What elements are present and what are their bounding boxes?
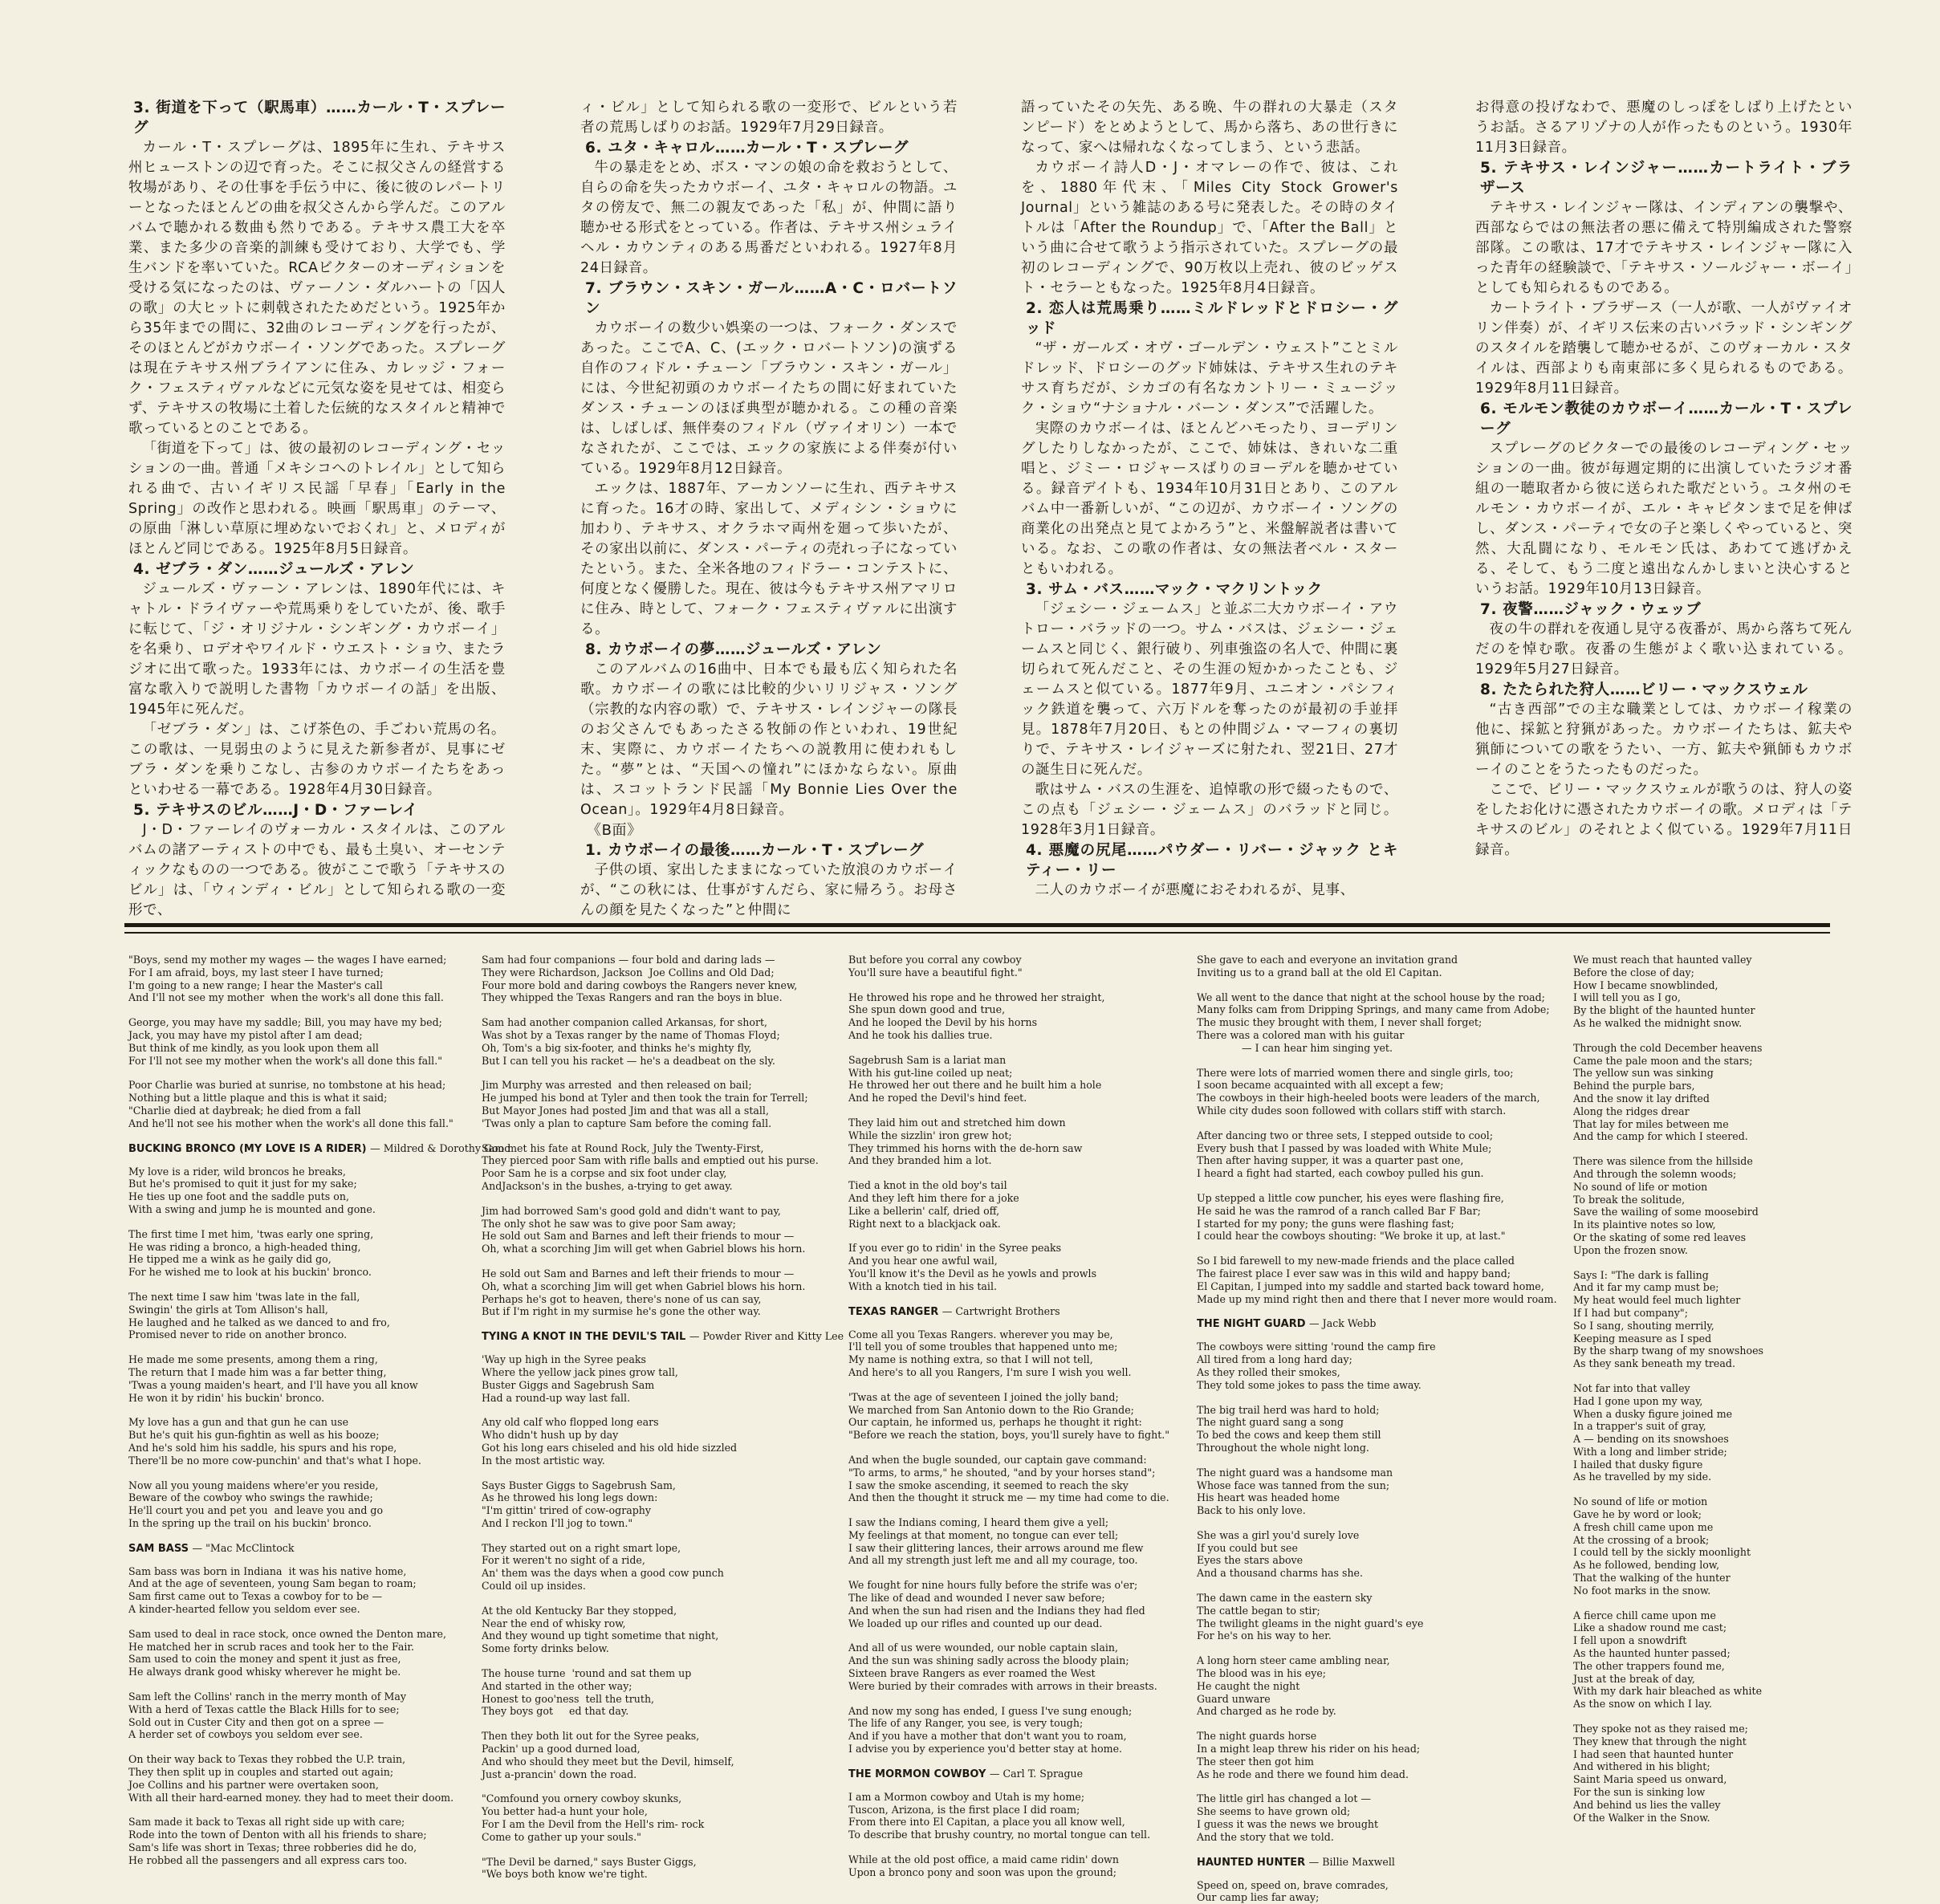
lyric-stanza: My love has a gun and that gun he can use But he's quit his gun-fightin as well as his booze; And he's sold him his saddle, his spurs and his rope, There'll be no more cow-punchin' and that's what I hope.: [128, 1416, 421, 1467]
notes-paragraph: 実際のカウボーイは、ほとんどハモったり、ヨーデリングしたりしなかったが、ここで、姉妹は、きれいな二重唱と、ジミー・ロジャースばりのヨーデルを聴かせている。録音デイトも、1934年10月31日とあり、このアルバム中一番新しいが、“この辺が、カウボーイ・ソングの商業化の出発点と見てよかろう”と、米盤解説者は書いている。なお、この歌の作者は、女の無法者ベル・スターともいわれる。: [1021, 421, 1398, 577]
lyric-stanza: Sam made it back to Texas all right side up with care; Rode into the town of Denton with all his friends to share; Sam's life was short in Texas; three robberies did he do, He robbed all the passengers and all express cars too.: [128, 1816, 427, 1866]
lyric-stanza: "Comfound you ornery cowboy skunks, You better had-a hunt your hole, For I am the Devil from the Hell's rim- rock Come to gather up your souls.": [482, 1792, 705, 1843]
notes-paragraph: カール・T・スプレーグは、1895年に生れ、テキサス州ヒューストンの辺で育った。そこに叔父さんの経営する牧場があり、その仕事を手伝う中に、後に彼のレパートリーとなったほとんどの曲を叔父さんから学んだ。このアルバムで聴かれる数曲も然りである。テキサス農工大を卒業、また多少の音楽的訓練も受けており、大学でも、学生バンドを率いていた。RCAビクターのオーディションを受ける気になったのは、ヴァーノン・ダルハートの「囚人の歌」の大ヒットに刺戟されたためだという。1925年から35年までの間に、32曲のレコーディングを行ったが、そのほとんどがカウボーイ・ソングであった。スプレーグは現在テキサス州ブライアンに住み、カレッジ・フォーク・フェスティヴァルなどに元気な姿を見せては、相変らず、テキサスの牧場に土着した伝統的なスタイルと精神で歌っているとのことである。: [128, 140, 506, 437]
lyric-stanza: The big trail herd was hard to hold; The night guard sang a song To bed the cows and keep them still Throughout the whole night long.: [1197, 1403, 1381, 1454]
track-heading: 4. 悪魔の尻尾……パウダー・リバー・ジャック とキティー・リー: [1026, 842, 1398, 879]
notes-paragraph: カウボーイ詩人D・J・オマレーの作で、彼は、これを、1880年代末、「Miles City Stock Grower's Journal」という雑誌のある号に発表した。その時のタイトルは「After the Roundup」で、「After the Ball」という曲に合せて歌うよう指示されていた。スプレーグの最初のレコーディングで、90万枚以上売れ、彼のビッゲスト・セラーともなった。1925年8月4日録音。: [1021, 160, 1398, 296]
track-heading: 5. テキサス・レインジャー……カートライト・ブラザース: [1480, 160, 1853, 197]
track-heading: 3. 街道を下って（駅馬車）……カール・T・スプレーグ: [133, 100, 506, 136]
notes-paragraph: “ザ・ガールズ・オヴ・ゴールデン・ウェスト”ことミルドレッド、ドロシーのグッド姉妹は、テキサス生れのテキサス育ちだが、シカゴの有名なカントリー・ミュージック・ショウ“ナショナル・バーン・ダンス”で活躍した。: [1021, 340, 1398, 417]
notes-paragraph: カウボーイの数少い娯楽の一つは、フォーク・ダンスであった。ここでA、C、(エック・ロバートソン)の演ずる自作のフィドル・チューン「ブラウン・スキン・ガール」には、今世紀初頭のカウボーイたちの間に好まれていたダンス・チューンのほぼ典型が聴かれる。この種の音楽は、しばしば、無伴奏のフィドル（ヴァイオリン）一本でなされたが、ここでは、エックの家族による伴奏が付いている。1929年8月12日録音。: [580, 320, 958, 477]
lyric-stanza: They started out on a right smart lope, For it weren't no sight of a ride, An' them was the days when a good cow punch Could oil up insides.: [482, 1541, 724, 1593]
track-heading: 6. ユタ・キャロル……カール・T・スプレーグ: [585, 140, 909, 157]
lyric-stanza: We all went to the dance that night at the school house by the road; Many folks cam from Dripping Springs, and many came from Adobe; The music they brought with them, I never shall forget; There was a colored man with his guitar — I can hear him singing yet.: [1197, 991, 1550, 1054]
lyric-stanza: The house turne 'round and sat them up And started in the other way; Honest to goo'ness tell the truth, They boys got ed that day.: [482, 1667, 692, 1718]
lyric-stanza: Jim Murphy was arrested and then released on bail; He jumped his bond at Tyler and then took the train for Terrell; But Mayor Jones had posted Jim and that was all a stall, 'Twas only a plan to capture Sam before the coming fall.: [482, 1079, 808, 1129]
lyric-stanza: 'Way up high in the Syree peaks Where the yellow jack pines grow tall, Buster Giggs and Sagebrush Sam Had a round-up way last fall.: [482, 1353, 678, 1404]
song-title: THE MORMON COWBOY: [848, 1768, 986, 1780]
lyric-stanza: Now all you young maidens where'er you reside, Beware of the cowboy who swings the rawhide; He'll court you and pet you and leave you and go In the spring up the trail on his buckin' bronco.: [128, 1479, 384, 1529]
lyric-stanza: The cowboys were sitting 'round the camp fire All tired from a long hard day; As they rolled their smokes, They told some jokes to pass the time away.: [1197, 1341, 1436, 1391]
lyric-stanza: And all of us were wounded, our noble captain slain, And the sun was shining sadly across the bloody plain; Sixteen brave Rangers as ever roamed the West Were buried by their comrades with arrows in their breasts.: [848, 1642, 1157, 1692]
lyric-stanza: Sam met his fate at Round Rock, July the Twenty-First, They pierced poor Sam with rifle balls and emptied out his purse. Poor Sam he is a corpse and six foot under clay, AndJackson's in the bushes, a-trying to get away.: [482, 1141, 819, 1192]
lyric-stanza: She was a girl you'd surely love If you could but see Eyes the stars above And a thousand charms has she.: [1197, 1528, 1364, 1580]
notes-paragraph: テキサス・レインジャー隊は、インディアンの襲撃や、西部ならではの無法者の悪に備えて特別編成された警察部隊。この歌は、17才でテキサス・レインジャー隊に入った青年の経験談で、「テキサス・ソールジャー・ボーイ」としても知られるものである。: [1475, 200, 1853, 296]
lyric-stanza: Sam left the Collins' ranch in the merry month of May With a herd of Texas cattle the Black Hills for to see; Sold out in Custer City and then got on a spree — A herder set of cowboys you seldom ever see.: [128, 1690, 406, 1741]
lyric-stanza: At the old Kentucky Bar they stopped, Near the end of whisky row, And they wound up tight sometime that night, Some forty drinks below.: [482, 1604, 719, 1655]
notes-paragraph: 「ゼブラ・ダン」は、こげ茶色の、手ごわい荒馬の名。この歌は、一見弱虫のように見えた新参者が、見事にゼブラ・ダンを乗りこなし、古参のカウボーイたちをあっといわせる一幕である。1928年4月30日録音。: [128, 722, 506, 798]
side-heading: 《B面》: [587, 822, 642, 839]
lyric-stanza: Through the cold December heavens Came the pale moon and the stars; The yellow sun was sinking Behind the purple bars, And the snow it lay drifted Along the ridges drear That lay for miles between me And the camp for which I steered.: [1573, 1041, 1763, 1143]
song-credit: — Mildred & Dorothy Good: [370, 1141, 511, 1154]
lyric-stanza: But before you corral any cowboy You'll sure have a beautiful fight.": [848, 954, 1023, 978]
lyric-stanza: Says I: "The dark is falling And it far my camp must be; My heat would feel much lighter If I had but company"; So I sang, shouting merrily, Keeping measure as I sped By the sharp twang of my snowshoes As they sank beneath my tread.: [1573, 1268, 1764, 1370]
song-title: THE NIGHT GUARD: [1197, 1318, 1306, 1331]
track-heading: 4. ゼブラ・ダン……ジュールズ・アレン: [133, 561, 415, 578]
notes-paragraph: カートライト・ブラザース（一人が歌、一人がヴァイオリン伴奏）が、イギリス伝来の古いバラッド・シンギングのスタイルを踏襲して聴かせるが、このヴォーカル・スタイルは、西部よりも南東部に多く見られるものである。1929年8月11日録音。: [1475, 300, 1853, 397]
lyric-stanza: On their way back to Texas they robbed the U.P. train, They then split up in couples and started out again; Joe Collins and his partner were overtaken soon, With all their hard-earned money. they had to meet their doom.: [128, 1753, 454, 1804]
lyric-stanza: Any old calf who flopped long ears Who didn't hush up by day Got his long ears chiseled and his old hide sizzled In the most artistic way.: [482, 1416, 738, 1467]
notes-paragraph: ィ・ビル」として知られる歌の一変形で、ビルという若者の荒馬しばりのお話。1929年7月29日録音。: [580, 100, 958, 136]
lyrics-column-1: [128, 954, 511, 1869]
song-title: SAM BASS: [128, 1542, 189, 1555]
song-credit: — Billie Maxwell: [1308, 1855, 1395, 1868]
lyric-stanza: If you ever go to ridin' in the Syree peaks And you hear one awful wail, You'll know it's the Devil as he yowls and prowls With a knotch tied in his tail.: [848, 1242, 1097, 1292]
lyric-stanza: The first time I met him, 'twas early one spring, He was riding a bronco, a high-headed thing, He tipped me a wink as he gaily did go, For he wished me to look at his buckin' bronco.: [128, 1227, 374, 1279]
notes-column-3: [1021, 98, 1398, 909]
notes-paragraph: “古き西部”での主な職業としては、カウボーイ稼業の他に、採鉱と狩猟があった。カウボーイたちは、鉱夫や猟師についての歌をうたい、一方、鉱夫や猟師もカウボーイのことをうたったものだった。: [1475, 702, 1853, 778]
lyrics-column-5: [1573, 954, 1830, 1869]
track-heading: 1. カウボーイの最後……カール・T・スプレーグ: [585, 842, 925, 859]
song-title-line: [848, 1305, 1202, 1318]
lyric-stanza: "Boys, send my mother my wages — the wages I have earned; For I am afraid, boys, my last steer I have turned; I'm going to a new range; I hear the Master's call And I'll not see my mother when the work's all done this fall.: [128, 954, 447, 1004]
lyric-stanza: We fought for nine hours fully before the strife was o'er; The like of dead and wounded I never saw before; And when the sun had risen and the Indians they had fled We loaded up our rifles and counted up our dead.: [848, 1579, 1145, 1629]
lyric-stanza: My love is a rider, wild broncos he breaks, But he's promised to quit it just for my sake; He ties up one foot and the saddle puts on, With a swing and jump he is mounted and gone.: [128, 1165, 376, 1215]
song-title-line: [128, 1542, 490, 1555]
song-title: BUCKING BRONCO (MY LOVE IS A RIDER): [128, 1142, 367, 1155]
lyric-stanza: He throwed his rope and he throwed her straight, She spun down good and true, And he looped the Devil by his horns And he took his dallies true.: [848, 991, 1105, 1041]
notes-paragraph: このアルバムの16曲中、日本でも最も広く知られた名歌。カウボーイの歌には比較的少いリリジャス・ソング（宗教的な内容の歌）で、テキサス・レインジャーの隊長のお父さんでもあったさる牧師の作といわれ、19世紀末、実際に、カウボーイたちへの説教用に使われもした。“夢”とは、“天国への憧れ”にほかならない。原曲は、スコットランド民謡「My Bonnie Lies Over the Ocean」。1929年4月8日録音。: [580, 661, 958, 818]
lyric-stanza: Sam used to deal in race stock, once owned the Denton mare, He matched her in scrub races and took her to the Fair. Sam used to coin the money and spent it just as free, He always drank good whisky wherever he might be.: [128, 1627, 447, 1678]
lyric-stanza: Sam had another companion called Arkansas, for short, Was shot by a Texas ranger by the name of Thomas Floyd; Oh, Tom's a big six-footer, and thinks he's mighty fly, But I can tell you his racket — he's a deadbeat on the sly.: [482, 1016, 780, 1067]
lyric-stanza: No sound of life or motion Gave he by word or look; A fresh chill came upon me At the crossing of a brook; I could tell by the sickly moonlight As he followed, bending low, That the walking of the hunter No foot marks in the snow.: [1573, 1495, 1751, 1597]
lyric-stanza: Says Buster Giggs to Sagebrush Sam, As he throwed his long legs down: "I'm gittin' trired of cow-ography And I reckon I'll jog to town.": [482, 1479, 676, 1529]
notes-paragraph: J・D・ファーレイのヴォーカル・スタイルは、このアルバムの諸アーティストの中でも、最も土臭い、オーセンティックなものの一つである。彼がここで歌う「テキサスのビル」は、「ウィンディ・ビル」として知られる歌の一変形で、: [128, 822, 506, 918]
lyric-stanza: Poor Charlie was buried at sunrise, no tombstone at his head; Nothing but a little plaque and this is what it said; "Charlie died at daybreak; he died from a fall And he'll not see his mother when the work's all done this fall.": [128, 1079, 453, 1129]
lyric-stanza: Come all you Texas Rangers. wherever you may be, I'll tell you of some troubles that happened unto me; My name is nothing extra, so that I will not tell, And here's to all you Rangers, I'm sure I wish you well.: [848, 1328, 1132, 1378]
song-title: HAUNTED HUNTER: [1197, 1856, 1306, 1869]
lyrics-column-2: [482, 954, 844, 1881]
lyric-stanza: Sam bass was born in Indiana it was his native home, And at the age of seventeen, young Sam began to roam; Sam first came out to Texas a cowboy for to be — A kinder-hearted fellow you seldom ever see.: [128, 1564, 417, 1616]
track-heading: 2. 恋人は荒馬乗り……ミルドレッドとドロシー・グッド: [1026, 300, 1398, 337]
lyrics-column-3: [848, 954, 1202, 1878]
notes-paragraph: 夜の牛の群れを夜通し見守る夜番が、馬から落ちて死んだのを悼む歌。夜番の生態がよく歌い込まれている。1929年5月27日録音。: [1475, 621, 1853, 677]
track-heading: 8. カウボーイの夢……ジュールズ・アレン: [585, 641, 882, 658]
lyric-stanza: Tied a knot in the old boy's tail And they left him there for a joke Like a bellerin' calf, dried off, Right next to a blackjack oak.: [848, 1179, 1019, 1230]
notes-column-2: [580, 98, 958, 918]
lyric-stanza: There was silence from the hillside And through the solemn woods; No sound of life or motion To break the solitude, Save the wailing of some moosebird In its plaintive notes so low, Or the skating of some red leaves Upon the frozen snow.: [1573, 1155, 1759, 1256]
notes-paragraph: お得意の投げなわで、悪魔のしっぽをしばり上げたというお話。さるアリゾナの人が作ったものという。1930年11月3日録音。: [1475, 100, 1853, 156]
notes-paragraph: ジュールズ・ヴァーン・アレンは、1890年代には、キャトル・ドライヴァーや荒馬乗りをしていたが、後、歌手に転じて、「ジ・オリジナル・シンギング・カウボーイ」を名乗り、ロデオやワイルド・ウエスト・ショウ、またラジオに出て歌った。1933年には、カウボーイの生活を豊富な歌入りで説明した書物「カウボーイの話」を出版、1945年に死んだ。: [128, 581, 506, 718]
notes-paragraph: ここで、ビリー・マックスウェルが歌うのは、狩人の姿をしたお化けに憑されたカウボーイの歌。メロディは「テキサスのビル」のそれとよく似ている。1929年7月11日録音。: [1475, 782, 1853, 858]
track-heading: 6. モルモン教徒のカウボーイ……カール・T・スプレーグ: [1480, 401, 1853, 437]
notes-paragraph: 牛の暴走をとめ、ボス・マンの娘の命を救おうとして、自らの命を失ったカウボーイ、ユタ・キャロルの物語。ユタの傍友で、無二の親友であった「私」が、仲間に語り聴かせる形式をとっている。作者は、テキサス州シュライヘル・カウンティのある馬番だといわれる。1927年8月24日録音。: [580, 160, 958, 276]
lyric-stanza: The next time I saw him 'twas late in the fall, Swingin' the girls at Tom Allison's hall, He laughed and he talked as we danced to and fro, Promised never to ride on another bronco.: [128, 1290, 390, 1341]
lyrics-column-4: [1197, 954, 1574, 1904]
track-heading: 7. ブラウン・スキン・ガール……A・C・ロバートソン: [585, 280, 958, 317]
lyric-stanza: Up stepped a little cow puncher, his eyes were flashing fire, He said he was the ramrod of a ranch called Bar F Bar; I started for my pony; the guns were flashing fast; I could hear the cowboys shouting: "We broke it up, at last.": [1197, 1191, 1506, 1243]
section-divider-thick: [124, 923, 1830, 927]
lyric-stanza: Jim had borrowed Sam's good gold and didn't want to pay, The only shot he saw was to give poor Sam away; He sold out Sam and Barnes and left their friends to mour — Oh, what a scorching Jim will get when Gabriel blows his horn.: [482, 1204, 806, 1255]
track-heading: 5. テキサスのビル……J・D・ファーレイ: [133, 802, 418, 819]
notes-paragraph: 語っていたその矢先、ある晩、牛の群れの大暴走（スタンピード）をとめようとして、馬から落ち、あの世行きになって、家へは帰れなくなってしまう、という悲話。: [1021, 100, 1398, 156]
lyric-stanza: The dawn came in the eastern sky The cattle began to stir; The twilight gleams in the night guard's eye For he's on his way to her.: [1197, 1592, 1424, 1642]
track-heading: 7. 夜警……ジャック・ウェッブ: [1480, 601, 1702, 618]
section-divider-thin: [124, 932, 1830, 934]
lyric-stanza: We must reach that haunted valley Before the close of day; How I became snowblinded, I will tell you as I go, By the blight of the haunted hunter As he walked the midnight snow.: [1573, 954, 1755, 1029]
song-credit: — Jack Webb: [1309, 1317, 1377, 1330]
lyric-stanza: George, you may have my saddle; Bill, you may have my bed; Jack, you may have my pistol after I am dead; But think of me kindly, as you look upon them all For I'll not see my mother when the work's all done this fall.": [128, 1016, 443, 1067]
lyric-stanza: The little girl has changed a lot — She seems to have grown old; I guess it was the news we brought And the story that we told.: [1197, 1792, 1379, 1843]
lyric-stanza: The night guards horse In a might leap threw his rider on his head; The steer then got him As he rode and there we found him dead.: [1197, 1730, 1421, 1780]
notes-column-1: [128, 98, 506, 918]
lyric-stanza: There were lots of married women there and single girls, too; I soon became acquainted with all except a few; The cowboys in their high-heeled boots were leaders of the march, While city dudes soon followed with collars stiff with starch.: [1197, 1066, 1540, 1117]
lyric-stanza: Speed on, speed on, brave comrades, Our camp lies far away;: [1197, 1878, 1389, 1904]
notes-paragraph: 歌はサム・バスの生涯を、追悼歌の形で綴ったもので、この点も「ジェシー・ジェームス」のバラッドと同じ。1928年3月1日録音。: [1021, 782, 1398, 838]
song-title: TEXAS RANGER: [848, 1305, 939, 1318]
track-heading: 3. サム・バス……マック・マクリントック: [1026, 581, 1323, 598]
lyric-stanza: The night guard was a handsome man Whose face was tanned from the sun; His heart was headed home Back to his only love.: [1197, 1466, 1393, 1517]
lyric-stanza: Then they both lit out for the Syree peaks, Packin' up a good durned load, And who should they meet but the Devil, himself, Just a-prancin' down the road.: [482, 1730, 734, 1780]
lyric-stanza: After dancing two or three sets, I stepped outside to cool; Every bush that I passed by was loaded with White Mule; Then after having supper, it was a quarter past one, I heard a fight had started, each cowboy pulled his gun.: [1197, 1129, 1494, 1180]
notes-paragraph: 子供の頃、家出したままになっていた放浪のカウボーイが、“この秋には、仕事がすんだら、家に帰ろう。お母さんの顔を見たくなった”と仲間に: [580, 862, 958, 918]
notes-paragraph: 「街道を下って」は、彼の最初のレコーディング・セッションの一曲。普通「メキシコへのトレイル」として知られる曲で、古いイギリス民謡「早春」「Early in the Spring」の改作と思われる。映画「駅馬車」のテーマ、の原曲「淋しい草原に埋めないでおくれ」と、メロディがほとんど同じである。1925年8月5日録音。: [128, 441, 506, 557]
lyric-stanza: And when the bugle sounded, our captain gave command: "To arms, to arms," he shouted, "and by your horses stand"; I saw the smoke ascending, it seemed to reach the sky And then the thought it struck me — my time had come to die.: [848, 1453, 1169, 1504]
lyric-stanza: A fierce chill came upon me Like a shadow round me cast; I fell upon a snowdrift As the haunted hunter passed; The other trappers found me, Just at the break of day, With my dark hair bleached as white As the snow on which I lay.: [1573, 1609, 1763, 1711]
song-title-line: [482, 1330, 843, 1343]
song-credit: — Cartwright Brothers: [942, 1304, 1060, 1317]
song-title-line: [1197, 1856, 1574, 1869]
song-title: TYING A KNOT IN THE DEVIL'S TAIL: [482, 1331, 686, 1344]
notes-paragraph: 「ジェシー・ジェームス」と並ぶ二大カウボーイ・アウトロー・バラッドの一つ。サム・バスは、ジェシー・ジェームスと同じく、銀行破り、列車強盗の名人で、仲間に裏切られて死んだこと、その生涯の短かかったことも、ジェームスと似ている。1877年9月、ユニオン・パシフィック鉄道を襲って、六万ドルを奪ったのが最初の手並拝見。1878年7月20日、もとの仲間ジム・マーフィの裏切りで、テキサス・レイジャーズに射たれ、翌21日、27才の誕生日に死んだ。: [1021, 601, 1398, 778]
song-credit: — Carl T. Sprague: [989, 1767, 1084, 1780]
lyric-stanza: So I bid farewell to my new-made friends and the place called The fairest place I ever saw was in this wild and happy band; El Capitan, I jumped into my saddle and started back toward home, Made up my mind right then and there that I never more would roam.: [1197, 1255, 1557, 1305]
lyric-stanza: I saw the Indians coming, I heard them give a yell; My feelings at that moment, no tongue can ever tell; I saw their glittering lances, their arrows around me flew And all my strength just left me and all my courage, too.: [848, 1516, 1144, 1567]
lyric-stanza: Sagebrush Sam is a lariat man With his gut-line coiled up neat; He throwed her out there and he built him a hole And he roped the Devil's hind feet.: [848, 1053, 1102, 1105]
lyric-stanza: He made me some presents, among them a ring, The return that I made him was a far better thing, 'Twas a young maiden's heart, and I'll have you all know He won it by ridin' his buckin' bronco.: [128, 1353, 418, 1404]
notes-paragraph: 二人のカウボーイが悪魔におそわれるが、見事、: [1035, 882, 1355, 898]
lyric-stanza: I am a Mormon cowboy and Utah is my home; Tuscon, Arizona, is the first place I did roam; From there into El Capitan, a place you all know well, To describe that brushy country, no mortal tongue can tell.: [848, 1790, 1151, 1841]
lyric-stanza: While at the old post office, a maid came ridin' down Upon a bronco pony and soon was upon the ground;: [848, 1853, 1119, 1878]
lyric-stanza: They laid him out and stretched him down While the sizzlin' iron grew hot; They trimmed his horns with the de-horn saw And they branded him a lot.: [848, 1116, 1083, 1167]
lyric-stanza: "The Devil be darned," says Buster Giggs, "We boys both know we're tight.: [482, 1855, 697, 1881]
track-heading: 8. たたられた狩人……ビリー・マックスウェル: [1480, 681, 1808, 698]
song-credit: — Powder River and Kitty Lee: [689, 1330, 844, 1343]
notes-paragraph: スプレーグのビクターでの最後のレコーディング・セッションの一曲。彼が毎週定期的に出演していたラジオ番組の一聴取者から彼に送られた歌だという。ユタ州のモルモン・カウボーイが、エル・キャピタンまで足を伸ばし、ダンス・パーティで女の子と楽しくやっていると、突然、大乱闘になり、モルモン氏は、あわてて逃げかえる、そして、もう二度と遠出なんかしまいと決心するというお話。1929年10月13日録音。: [1475, 441, 1853, 597]
lyric-stanza: Sam had four companions — four bold and daring lads — They were Richardson, Jackson Joe Collins and Old Dad; Four more bold and daring cowboys the Rangers never knew, They whipped the Texas Rangers and ran the boys in blue.: [482, 954, 798, 1004]
notes-paragraph: エックは、1887年、アーカンソーに生れ、西テキサスに育った。16才の時、家出して、メディシン・ショウに加わり、テキサス、オクラホマ両州を廻って歩いたが、その家出以前に、ダンス・パーティの売れっ子になっていたという。また、全米各地のフィドラー・コンテストに、何度となく優勝した。現在、彼は今もテキサス州アマリロに住み、時として、フォーク・フェスティヴァルに出演する。: [580, 481, 958, 637]
song-title-line: [128, 1141, 511, 1155]
lyric-stanza: 'Twas at the age of seventeen I joined the jolly band; We marched from San Antonio down to the Rio Grande; Our captain, he informed us, perhaps he thought it right: "Before we reach the station, boys, you'll surely have to fight.": [848, 1390, 1170, 1442]
lyric-stanza: And now my song has ended, I guess I've sung enough; The life of any Ranger, you see, is very tough; And if you have a mother that don't want you to roam, I advise you by experience you'd better stay at home.: [848, 1704, 1133, 1756]
lyric-stanza: A long horn steer came ambling near, The blood was in his eye; He caught the night Guard unware And charged as he rode by.: [1197, 1654, 1390, 1718]
notes-column-4: [1475, 98, 1853, 909]
lyric-stanza: Not far into that valley Had I gone upon my way, When a dusky figure joined me In a trapper's suit of gray, A — bending on its snowshoes With a long and limber stride; I hailed that dusky figure As he travelled by my side.: [1573, 1381, 1733, 1483]
song-title-line: [1197, 1317, 1574, 1330]
song-title-line: [848, 1768, 1202, 1780]
lyric-stanza: He sold out Sam and Barnes and left their friends to mour — Oh, what a scorching Jim will get when Gabriel blows his horn. Perhaps he's got to heaven, there's none of us can say, But if I'm right in my surmise he's gone the other way.: [482, 1267, 806, 1318]
lyric-stanza: She gave to each and everyone an invitation grand Inviting us to a grand ball at the old El Capitan.: [1197, 954, 1458, 978]
song-credit: — "Mac McClintock: [192, 1541, 295, 1554]
lyric-stanza: They spoke not as they raised me; They knew that through the night I had seen that haunted hunter And withered in his blight; Saint Maria speed us onward, For the sun is sinking low And behind us lies the valley Of the Walker in the Snow.: [1573, 1723, 1748, 1824]
